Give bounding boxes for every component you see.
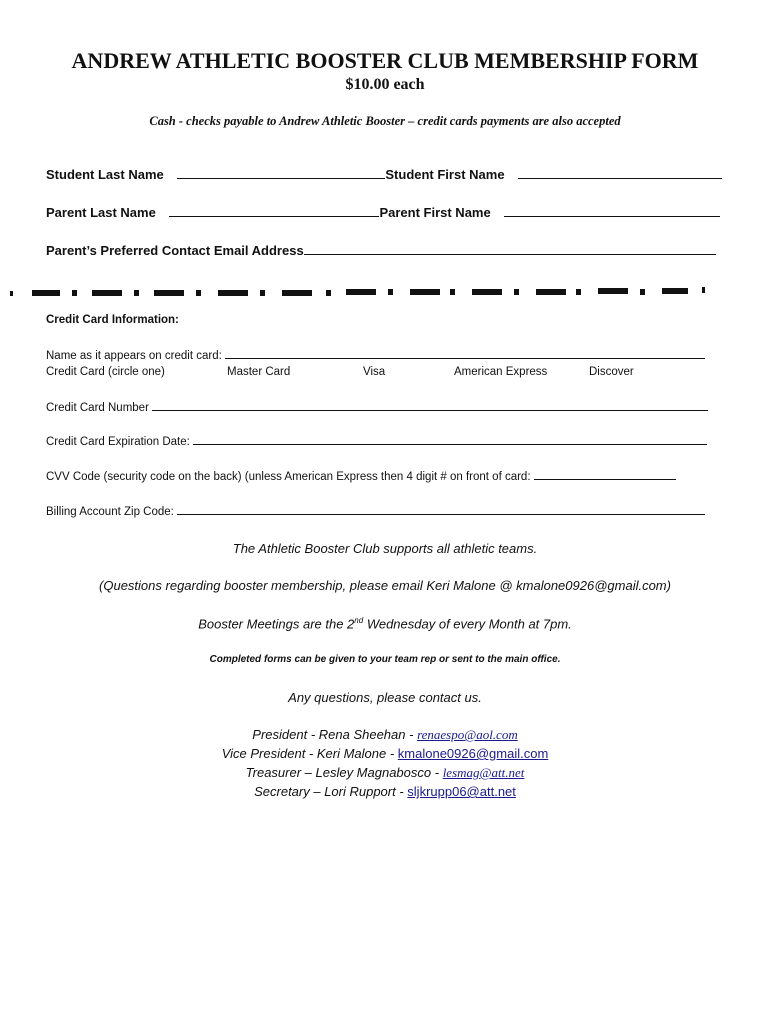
card-type-discover[interactable]: Discover <box>589 366 634 378</box>
expiration-row <box>46 434 707 448</box>
officer-treasurer-email[interactable]: lesmag@att.net <box>442 765 525 780</box>
card-type-mastercard[interactable]: Master Card <box>227 366 291 378</box>
student-last-field[interactable] <box>177 166 385 179</box>
form-price: $10.00 each <box>345 76 425 93</box>
student-first-field[interactable] <box>518 166 722 179</box>
parent-first-label: Parent First Name <box>379 205 491 220</box>
email-row <box>46 242 726 258</box>
student-first-label: Student First Name <box>385 167 505 182</box>
officer-president <box>0 727 770 743</box>
card-number-label: Credit Card Number <box>46 402 149 414</box>
parent-last-field[interactable] <box>169 204 379 217</box>
officer-vp-email[interactable]: kmalone0926@gmail.com <box>397 746 549 761</box>
officer-treasurer <box>0 765 770 781</box>
card-type-visa[interactable]: Visa <box>363 366 386 378</box>
cvv-label: CVV Code (security code on the back) (unless American Express then 4 digit # on front of card: <box>46 471 531 483</box>
zip-field[interactable] <box>177 504 705 515</box>
meetings-pre: Booster Meetings are the 2 <box>198 616 355 632</box>
payment-note: Cash - checks payable to Andrew Athletic Booster – credit cards payments are also accepted <box>149 114 621 128</box>
questions-text: (Questions regarding booster membership, please email Keri Malone @ kmalone0926@gmail.com) <box>99 578 671 593</box>
card-type-row <box>46 366 746 378</box>
card-number-field[interactable] <box>152 400 708 411</box>
officer-president-role: President - Rena Sheehan - <box>252 727 418 742</box>
officer-president-email[interactable]: renaespo@aol.com <box>417 727 518 742</box>
student-name-row <box>46 166 726 182</box>
contact-text: Any questions, please contact us. <box>288 690 482 705</box>
form-title: ANDREW ATHLETIC BOOSTER CLUB MEMBERSHIP FORM <box>71 48 699 73</box>
officer-treasurer-role: Treasurer – Lesley Magnabosco - <box>245 765 443 780</box>
zip-row <box>46 504 705 518</box>
parent-last-label: Parent Last Name <box>46 205 156 220</box>
student-last-label: Student Last Name <box>46 167 164 182</box>
cvv-row <box>46 469 676 483</box>
meetings-post: Wednesday of every Month at 7pm. <box>363 616 572 632</box>
parent-name-row <box>46 204 726 220</box>
meetings-sup: nd <box>354 616 364 625</box>
officer-vp-role: Vice President - Keri Malone - <box>221 746 398 761</box>
officer-vice-president <box>0 746 770 761</box>
email-label: Parent’s Preferred Contact Email Address <box>46 243 304 258</box>
cut-line-divider <box>10 283 710 301</box>
email-field[interactable] <box>304 242 716 255</box>
officer-secretary <box>0 784 770 799</box>
card-number-row <box>46 400 708 414</box>
expiration-field[interactable] <box>193 434 707 445</box>
card-type-label: Credit Card (circle one) <box>46 366 165 378</box>
name-on-card-label: Name as it appears on credit card: <box>46 350 222 362</box>
officer-secretary-email[interactable]: sljkrupp06@att.net <box>407 784 516 799</box>
name-on-card-row <box>46 348 705 362</box>
name-on-card-field[interactable] <box>225 348 705 359</box>
parent-first-field[interactable] <box>504 204 720 217</box>
meetings-text <box>0 616 770 631</box>
cvv-field[interactable] <box>534 469 676 480</box>
expiration-label: Credit Card Expiration Date: <box>46 436 190 448</box>
zip-label: Billing Account Zip Code: <box>46 506 174 518</box>
credit-card-heading: Credit Card Information: <box>46 314 179 326</box>
card-type-amex[interactable]: American Express <box>454 366 548 378</box>
supports-text: The Athletic Booster Club supports all athletic teams. <box>232 541 538 556</box>
completed-text: Completed forms can be given to your team rep or sent to the main office. <box>209 654 561 665</box>
officer-secretary-role: Secretary – Lori Rupport - <box>254 784 408 799</box>
